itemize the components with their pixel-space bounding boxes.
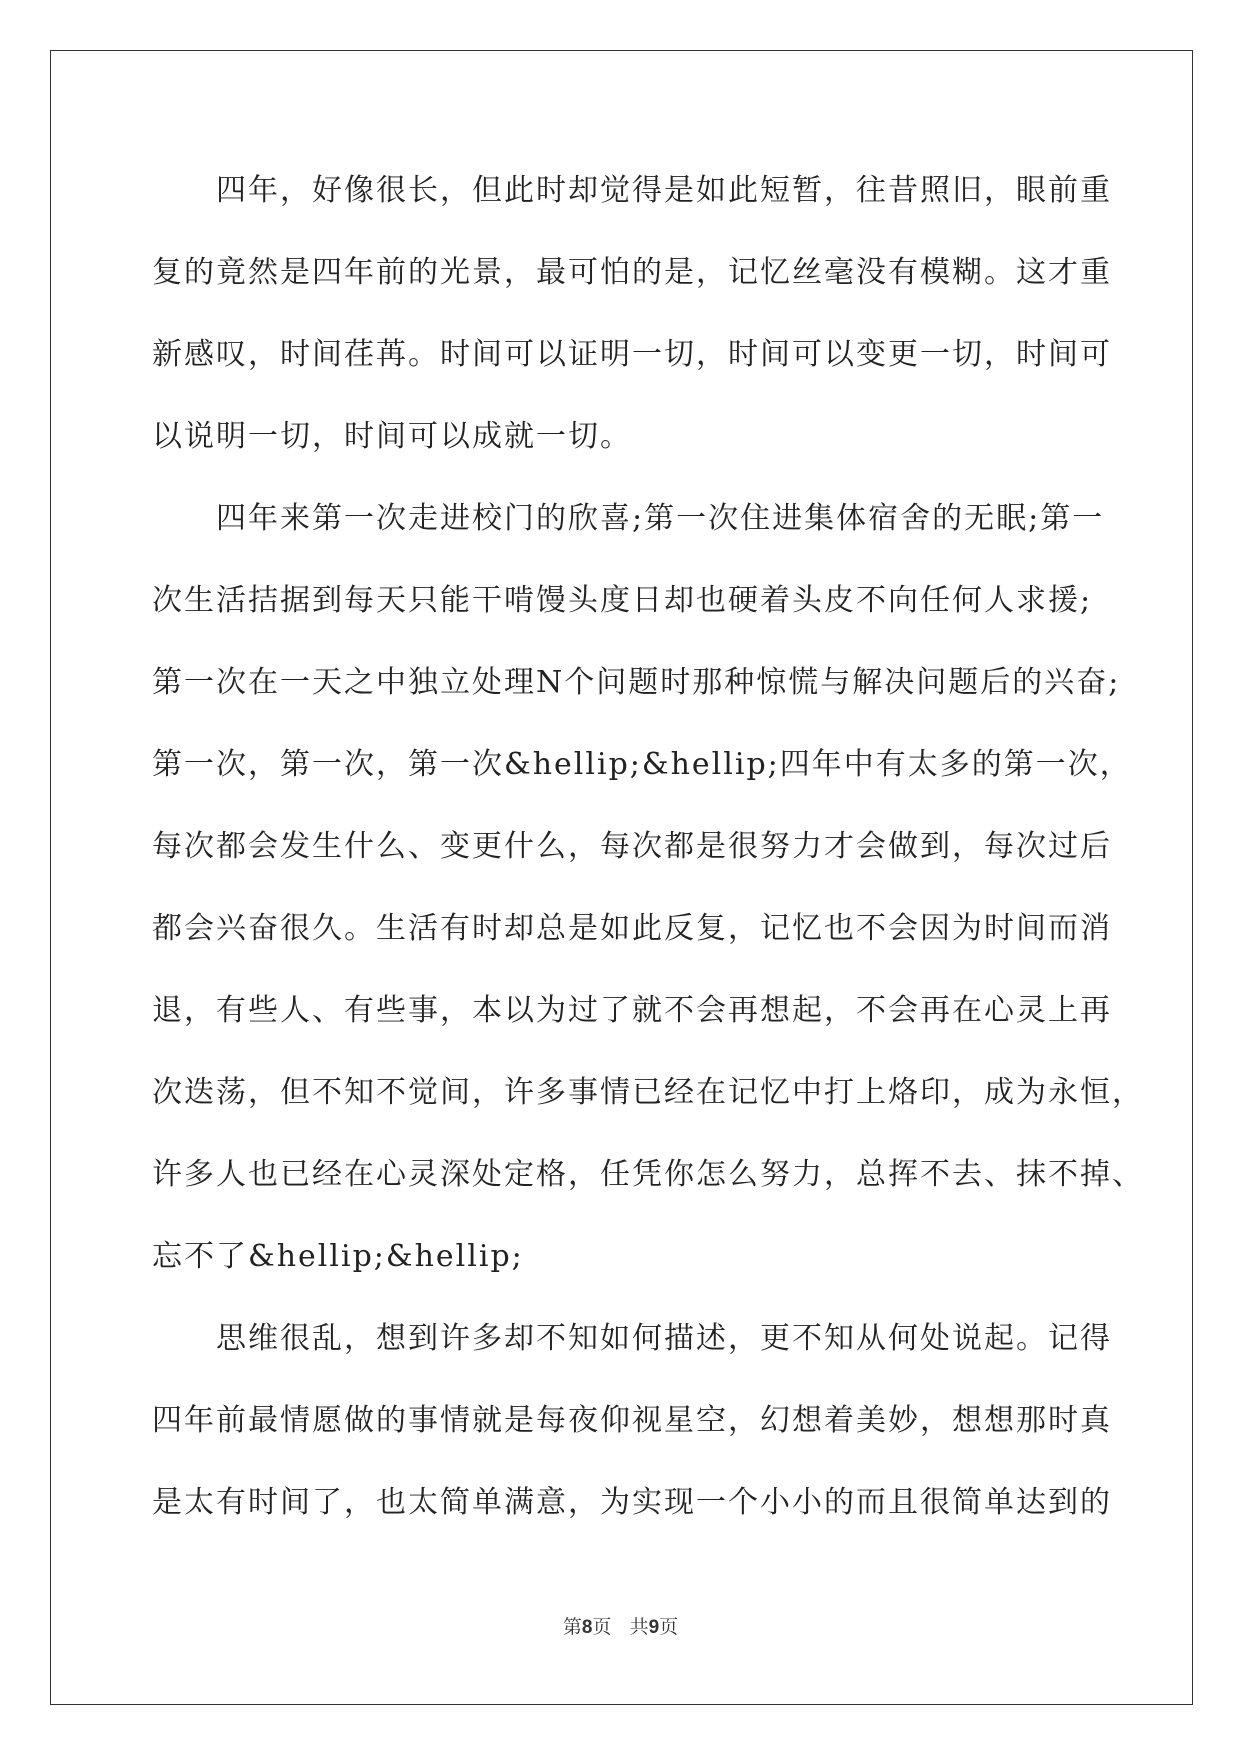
text-line: 新感叹，时间荏苒。时间可以证明一切，时间可以变更一切，时间可 <box>152 337 1112 372</box>
text-line: 四年，好像很长，但此时却觉得是如此短暂，往昔照旧，眼前重 <box>152 173 1112 208</box>
text-line: 思维很乱，想到许多却不知如何描述，更不知从何处说起。记得 <box>152 1321 1112 1356</box>
text-line: 忘不了&hellip;&hellip; <box>152 1239 524 1274</box>
text-line: 四年前最情愿做的事情就是每夜仰视星空，幻想着美妙，想想那时真 <box>152 1403 1112 1438</box>
text-line: 每次都会发生什么、变更什么，每次都是很努力才会做到，每次过后 <box>152 829 1112 864</box>
text-line: 次生活拮据到每天只能干啃馒头度日却也硬着头皮不向任何人求援; <box>152 583 1093 618</box>
text-line: 第一次，第一次，第一次&hellip;&hellip;四年中有太多的第一次， <box>152 747 1132 782</box>
page-footer <box>0 1612 1241 1639</box>
total-page-number: 9 <box>648 1617 660 1638</box>
footer-page-suffix: 页 <box>592 1616 612 1638</box>
text-line: 四年来第一次走进校门的欣喜;第一次住进集体宿舍的无眠;第一 <box>152 501 1105 536</box>
current-page-number: 8 <box>581 1617 593 1638</box>
text-line: 第一次在一天之中独立处理N个问题时那种惊慌与解决问题后的兴奋; <box>152 665 1121 700</box>
text-line: 都会兴奋很久。生活有时却总是如此反复，记忆也不会因为时间而消 <box>152 911 1112 946</box>
text-line: 许多人也已经在心灵深处定格，任凭你怎么努力，总挥不去、抹不掉、 <box>152 1157 1144 1192</box>
footer-total-suffix: 页 <box>659 1616 679 1638</box>
text-line: 以说明一切，时间可以成就一切。 <box>152 419 632 454</box>
text-line: 次迭荡，但不知不觉间，许多事情已经在记忆中打上烙印，成为永恒， <box>152 1075 1144 1110</box>
footer-prefix: 第 <box>562 1616 582 1638</box>
text-line: 复的竟然是四年前的光景，最可怕的是，记忆丝毫没有模糊。这才重 <box>152 255 1112 290</box>
footer-total-prefix: 共 <box>629 1616 649 1638</box>
text-line: 退，有些人、有些事，本以为过了就不会再想起，不会再在心灵上再 <box>152 993 1112 1028</box>
text-line: 是太有时间了，也太简单满意，为实现一个小小的而且很简单达到的 <box>152 1485 1112 1520</box>
document-body <box>152 150 1144 1544</box>
